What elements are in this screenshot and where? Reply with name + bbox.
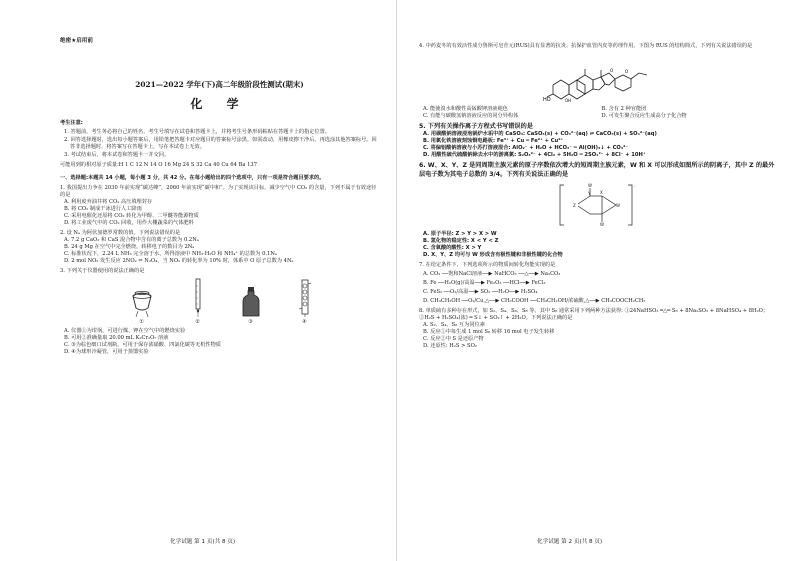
notice-item: 3. 考试结束后，将本试卷和答题卡一并交回。: [64, 151, 170, 158]
option-d: D. 用酸性硫代硫酸钠除去水中的游离氯: S₂O₃²⁻ + 4Cl₂ + 5H₂O ═ 2SO₄²⁻ + 8Cl⁻ + 10H⁺: [423, 152, 646, 159]
svg-text:X: X: [599, 190, 603, 196]
question-stem: 2. 设 Nₐ 为阿伏加德罗常数的值。下列说法错误的是: [60, 229, 181, 236]
apparatus-label: ④: [302, 319, 307, 326]
option-d: D. CH₃CH₂OH ──O₂/Cu,△──▶ CH₃COOH ──CH₃CH₂OH/浓硫酸,△──▶ CH₃COOCH₂CH₃: [423, 298, 646, 305]
option-b: B. 反应①中每生成 1 mol S₈ 转移 16 mol 电子发生转移: [423, 329, 555, 336]
option-b: B. 用氯化铁溶液刻蚀铜电路板: Fe³⁺ + Cu ═ Fe²⁺ + Cu²⁺: [423, 138, 564, 145]
question-stem: 4. 中药麦冬的有效活性成分鲁斯可皂苷元(RUS)具有显著的抗炎、抗保护血管内皮等药理作用。下图为 RUS 的结构简式，下列有关说法错误的是: [419, 43, 753, 49]
question-stem: 6. W、X、Y、Z 是同周期主族元素的原子序数依次增大的短周期主族元素，W 和 X 可以形成如图所示的阴离子，其中 Z 的最外层电子数为其电子总数的 3/4。下列有关说法正确的是: [419, 162, 775, 178]
option-d: D. 可发生聚合反应生成高分子化合物: [601, 113, 687, 120]
svg-text:Z: Z: [572, 203, 576, 209]
page-footer: 化学试题 第 2 页(共 8 页): [537, 539, 603, 546]
condenser-icon: [299, 278, 311, 318]
question-7: [419, 262, 776, 305]
option-b: B. 可用②准确量取 20.00 mL K₂Cr₂O₇ 溶液: [64, 335, 169, 342]
option-c: C. 含氧酸的酸性: X > Y: [423, 245, 482, 252]
option-a: A. 用碳酸钠溶液浸泡锅炉水垢中的 CaSO₄: CaSO₄(s) + CO₃²⁻(aq) ⇌ CaCO₃(s) + SO₄²⁻(aq): [423, 131, 657, 138]
option-c: C. FeS₂ ──O₂/高温──▶ SO₂ ──H₂O──▶ H₂SO₄: [423, 289, 538, 296]
question-stem: 3. 下列关于仪器使用的说法正确的是: [60, 268, 145, 274]
burette-icon: [193, 278, 203, 318]
option-d: D. 将工业废气中的 CO₂ 回收，用作大棚蔬菜的气体肥料: [64, 219, 194, 226]
svg-text:O: O: [609, 68, 613, 74]
option-a: A. CO₂ ──饱和NaCl溶液──▶ NaHCO₃ ──△──▶ Na₂CO₃: [423, 271, 561, 278]
option-d: D. ④为球形冷凝管，可用于蒸馏实验: [64, 349, 149, 356]
apparatus-label: ②: [195, 319, 200, 326]
option-c: C. 反应②中 S 是还原产物: [423, 336, 484, 343]
question-stem: 8. 单质硫有多种存在形式，如 S₂、S₄、S₆、S₈ 等。其中 S₈ 通常采用下列两种方法获得: ①24NaHSO₃ ═△═ S₈ + 8Na₂SO₃ + 8NaHSO₄ + 8H₂O；②H₂S + H₂SO₄(浓) ═ S↓ + SO₂↑ + 2H₂O。下列说法正确的是: [419, 308, 769, 322]
option-d: D. X、Y、Z 均可与 W 形成含有极性键和非极性键的化合物: [423, 252, 563, 259]
option-b: B. Fe ──H₂O(g)/高温──▶ Fe₂O₃ ──HCl──▶ FeCl₃: [423, 280, 546, 287]
apparatus-label: ①: [139, 319, 144, 326]
option-a: A. 原子半径: Z > Y > X > W: [423, 231, 497, 238]
option-c: C. 将偏铝酸钠溶液与小苏打溶液混合: AlO₂⁻ + H₂O + HCO₃⁻ ═ Al(OH)₃↓ + CO₃²⁻: [423, 145, 629, 152]
question-8: [419, 308, 776, 350]
option-a: A. 7.2 g CaO₂ 和 CaS 混合物中含有的离子总数为 0.2Nₐ: [64, 236, 199, 243]
anion-structure-figure: [419, 182, 776, 228]
steroid-structure-icon: [543, 53, 653, 103]
page-footer: 化学试题 第 1 页(共 8 页): [170, 539, 236, 546]
question-4: [419, 43, 776, 120]
question-2: [60, 230, 379, 265]
question-3: [60, 268, 379, 356]
rus-structure-figure: [419, 53, 776, 103]
option-d: D. 还原性: H₂S > SO₂: [423, 343, 477, 350]
anion-structure-icon: [558, 182, 638, 228]
option-a: A. S₂、S₄、S₈ 互为同位素: [423, 322, 485, 329]
apparatus-3: [241, 286, 261, 326]
option-b: B. 将 CO₂ 制成干冰进行人工降雨: [64, 205, 142, 212]
option-a: A. 能使溴水和酸性高锰酸钾溶液褪色: [423, 106, 508, 113]
svg-text:OH: OH: [564, 98, 571, 104]
option-b: B. 24 g Mg 在空气中完全燃烧，转移电子的数目为 2Nₐ: [64, 243, 195, 250]
svg-text:W: W: [599, 222, 604, 228]
notice-item: 1. 答题前，考生务必将自己的姓名、考生号填写在试卷和答题卡上，并将考生号条形码粘贴在答题卡上的指定位置。: [64, 128, 330, 135]
section-header: 一、选择题:本题共 14 小题，每小题 3 分，共 42 分。在每小题给出的四个选项中，只有一项是符合题目要求的。: [60, 174, 325, 181]
notice-item: 2. 回答选择题时，选出每小题答案后，用铅笔把答题卡对应题目的答案标号涂黑。如需改动，用橡皮擦干净后，再选涂其他答案标号。回答非选择题时，将答案写在答题卡上，写在本试卷上无效。: [64, 136, 377, 150]
option-a: A. 利用废弃油井将 CO₂ 高压填埋封存: [64, 198, 153, 205]
svg-text:⁻: ⁻: [633, 184, 636, 190]
option-a: A. 仪器①为坩埚，可进行煤、钾在空气中的燃烧实验: [64, 328, 186, 335]
options-row: [419, 113, 776, 120]
svg-text:O: O: [624, 69, 628, 75]
subject-title: 化 学: [190, 96, 249, 111]
option-c: C. 采用电催化还原将 CO₂ 转化为甲醇、二甲醚等能源物质: [64, 212, 199, 219]
apparatus-label: ③: [248, 319, 253, 326]
question-1: [60, 185, 379, 227]
option-b: B. 含有 2 种官能团: [601, 106, 647, 113]
svg-text:W: W: [587, 183, 592, 189]
option-c: C. 标准状况下，2.24 L NH₃ 完全溶于水，所得溶液中 NH₃·H₂O 和 NH₄⁺ 的总数为 0.1Nₐ: [64, 250, 277, 257]
crucible-icon: [129, 288, 155, 318]
apparatus-1: [129, 288, 155, 326]
atomic-masses: 可能用到的相对原子质量:H 1 C 12 N 14 O 16 Mg 24 S 32 Ca 40 Cu 64 Ba 137: [60, 161, 257, 168]
option-b: B. 氢化物的稳定性: X < Y < Z: [423, 238, 499, 245]
option-d: D. 2 mol NO₂ 发生反应 2NO₂ ⇌ N₂O₄，当 NO₂ 的转化率为 10% 时，体系中 O 原子总数为 4Nₐ: [64, 257, 294, 264]
page-2: [397, 0, 794, 561]
reagent-bottle-icon: [241, 286, 261, 318]
question-stem: 5. 下列有关操作离子方程式书写错误的是: [419, 123, 533, 131]
svg-text:HO: HO: [542, 97, 551, 104]
options-row: [419, 106, 776, 113]
question-stem: 1. 我国提出力争在 2030 年前实现“碳达峰”，2060 年前实现“碳中和”。为了实现该目标，减少空气中 CO₂ 的含量，下列不属于有效途径的是: [60, 184, 377, 198]
option-c: C. ③为棕色细口试剂瓶，可用于保存浓硝酸、四氯化碳等无机性物质: [64, 342, 221, 349]
question-6: [419, 162, 776, 259]
question-stem: 7. 在给定条件下，下列选项所示的物质间转化均能实现的是: [419, 262, 556, 269]
question-5: [419, 123, 776, 159]
svg-text:Y: Y: [587, 191, 590, 197]
apparatus-2: [193, 278, 203, 326]
apparatus-figure: [60, 280, 379, 326]
option-c: C. 有能与碳酸氢钠溶液反应的同分异构体: [423, 113, 519, 120]
secret-label: 绝密★启用前: [60, 38, 93, 44]
apparatus-4: [299, 278, 311, 326]
exam-title: 2021—2022 学年(下)高二年级阶段性测试(期末): [135, 79, 304, 89]
svg-text:W: W: [615, 203, 620, 209]
notice-header: 考生注意:: [60, 119, 83, 126]
